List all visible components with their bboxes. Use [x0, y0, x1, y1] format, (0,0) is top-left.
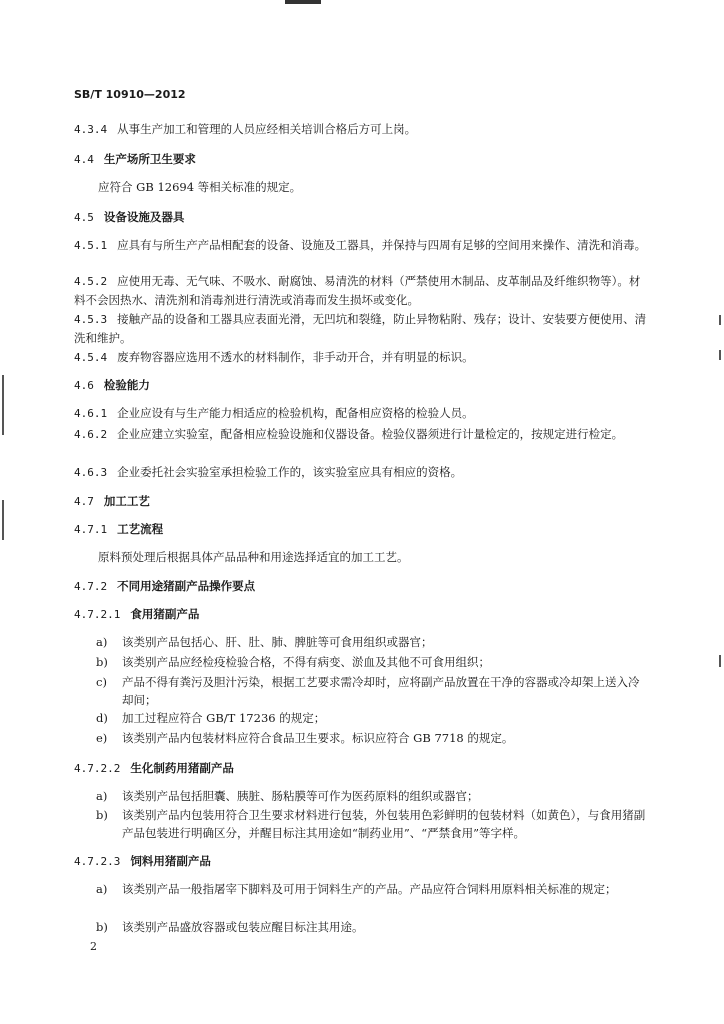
paragraph [74, 178, 673, 197]
heading-4-7-1 [74, 520, 649, 539]
clause-number: 4.3.4 [74, 123, 108, 136]
scan-edge-mark [719, 315, 721, 325]
page-number: 2 [90, 940, 97, 953]
list-label: e) [96, 731, 108, 745]
paragraph [74, 548, 673, 567]
clause-text: 从事生产加工和管理的人员应经相关培训合格后方可上岗。 [117, 122, 417, 136]
heading-title: 加工工艺 [103, 494, 150, 508]
heading-title: 工艺流程 [117, 522, 164, 536]
list-text: 产品不得有粪污及胆汁污染，根据工艺要求需冷却时，应将副产品放置在干净的容器或冷却架上送入冷却间； [122, 675, 640, 707]
clause-4-6-3 [74, 463, 649, 482]
list-text: 该类别产品一般指屠宰下脚料及可用于饲料生产的产品。产品应符合饲料用原料相关标准的规定； [122, 882, 617, 896]
clause-4-6-1 [74, 404, 649, 423]
heading-number: 4.7.2.3 [74, 855, 121, 868]
list-label: c) [96, 675, 107, 689]
list-item [96, 633, 646, 651]
clause-number: 4.6.2 [74, 428, 108, 441]
standard-code: SB/T 10910—2012 [74, 88, 186, 101]
list-label: d) [96, 711, 108, 725]
list-item [96, 787, 646, 805]
list-label: a) [96, 882, 108, 896]
clause-4-5-4 [74, 348, 649, 367]
list-text: 该类别产品盛放容器或包装应醒目标注其用途。 [122, 920, 364, 934]
scan-edge-mark [719, 655, 721, 667]
clause-text: 接触产品的设备和工器具应表面光滑，无凹坑和裂缝，防止异物粘附、残存；设计、安装要方便使用、清洗和维护。 [74, 312, 647, 345]
heading-4-7-2-3 [74, 852, 649, 871]
heading-title: 饲料用猪副产品 [130, 854, 211, 868]
clause-number: 4.6.1 [74, 407, 108, 420]
heading-number: 4.6 [74, 379, 94, 392]
list-item [96, 653, 646, 671]
list-item [96, 880, 646, 898]
list-text: 该类别产品包括胆囊、胰脏、肠粘膜等可作为医药原料的组织或器官； [122, 789, 479, 803]
heading-number: 4.7.2 [74, 580, 108, 593]
list-label: b) [96, 655, 108, 669]
clause-text: 企业委托社会实验室承担检验工作的，该实验室应具有相应的资格。 [117, 465, 463, 479]
list-text: 该类别产品应经检疫检验合格，不得有病变、淤血及其他不可食用组织； [122, 655, 490, 669]
list-label: a) [96, 789, 108, 803]
list-item [96, 806, 646, 842]
list-text: 该类别产品内包装用符合卫生要求材料进行包装，外包装用色彩鲜明的包装材料（如黄色），与食用猪副产品包装进行明确区分，并醒目标注其用途如“制药业用”、“严禁食用”等字样。 [122, 808, 646, 840]
clause-text: 企业应设有与生产能力相适应的检验机构，配备相应资格的检验人员。 [117, 406, 474, 420]
heading-4-7-2-1 [74, 605, 649, 624]
list-item [96, 673, 646, 709]
clause-4-5-2 [74, 272, 649, 310]
clause-number: 4.5.2 [74, 275, 108, 288]
paragraph-text: 原料预处理后根据具体产品品种和用途选择适宜的加工工艺。 [98, 550, 409, 564]
list-label: a) [96, 635, 108, 649]
list-item [96, 918, 646, 936]
scan-edge-mark [719, 350, 721, 360]
heading-4-6 [74, 376, 649, 395]
heading-title: 食用猪副产品 [130, 607, 200, 621]
heading-title: 检验能力 [103, 378, 150, 392]
list-item [96, 729, 646, 747]
scan-edge-mark [2, 500, 4, 540]
heading-title: 不同用途猪副产品操作要点 [117, 579, 256, 593]
scan-edge-mark [2, 375, 4, 435]
clause-number: 4.5.3 [74, 313, 108, 326]
heading-4-7 [74, 492, 649, 511]
list-label: b) [96, 920, 108, 934]
clause-text: 企业应建立实验室，配备相应检验设施和仪器设备。检验仪器须进行计量检定的，按规定进行检定。 [117, 427, 624, 441]
heading-4-7-2 [74, 577, 649, 596]
heading-number: 4.7.2.2 [74, 762, 121, 775]
clause-number: 4.5.4 [74, 351, 108, 364]
heading-4-7-2-2 [74, 759, 649, 778]
heading-number: 4.4 [74, 153, 94, 166]
clause-number: 4.5.1 [74, 239, 108, 252]
clause-4-5-3 [74, 310, 649, 348]
heading-title: 生产场所卫生要求 [103, 152, 196, 166]
list-label: b) [96, 808, 108, 822]
heading-title: 生化制药用猪副产品 [130, 761, 234, 775]
clause-number: 4.6.3 [74, 466, 108, 479]
scan-artifact [285, 0, 321, 4]
clause-4-6-2 [74, 425, 649, 444]
heading-4-5 [74, 208, 649, 227]
list-text: 加工过程应符合 GB/T 17236 的规定； [122, 711, 326, 725]
list-text: 该类别产品内包装材料应符合食品卫生要求。标识应符合 GB 7718 的规定。 [122, 731, 514, 745]
heading-number: 4.7 [74, 495, 94, 508]
list-text: 该类别产品包括心、肝、肚、肺、脾脏等可食用组织或器官； [122, 635, 433, 649]
clause-text: 废弃物容器应选用不透水的材料制作，非手动开合，并有明显的标识。 [117, 350, 474, 364]
heading-4-4 [74, 150, 649, 169]
clause-4-5-1 [74, 236, 649, 255]
clause-text: 应使用无毒、无气味、不吸水、耐腐蚀、易清洗的材料（严禁使用木制品、皮革制品及纤维织物等）。材料不会因热水、清洗剂和消毒剂进行清洗或消毒而发生损坏或变化。 [74, 274, 641, 307]
list-item [96, 709, 646, 727]
heading-number: 4.5 [74, 211, 94, 224]
heading-title: 设备设施及器具 [103, 210, 185, 224]
heading-number: 4.7.1 [74, 523, 108, 536]
clause-4-3-4 [74, 120, 649, 139]
heading-number: 4.7.2.1 [74, 608, 121, 621]
clause-text: 应具有与所生产产品相配套的设备、设施及工器具，并保持与四周有足够的空间用来操作、清洗和消毒。 [117, 238, 647, 252]
paragraph-text: 应符合 GB 12694 等相关标准的规定。 [98, 180, 302, 194]
